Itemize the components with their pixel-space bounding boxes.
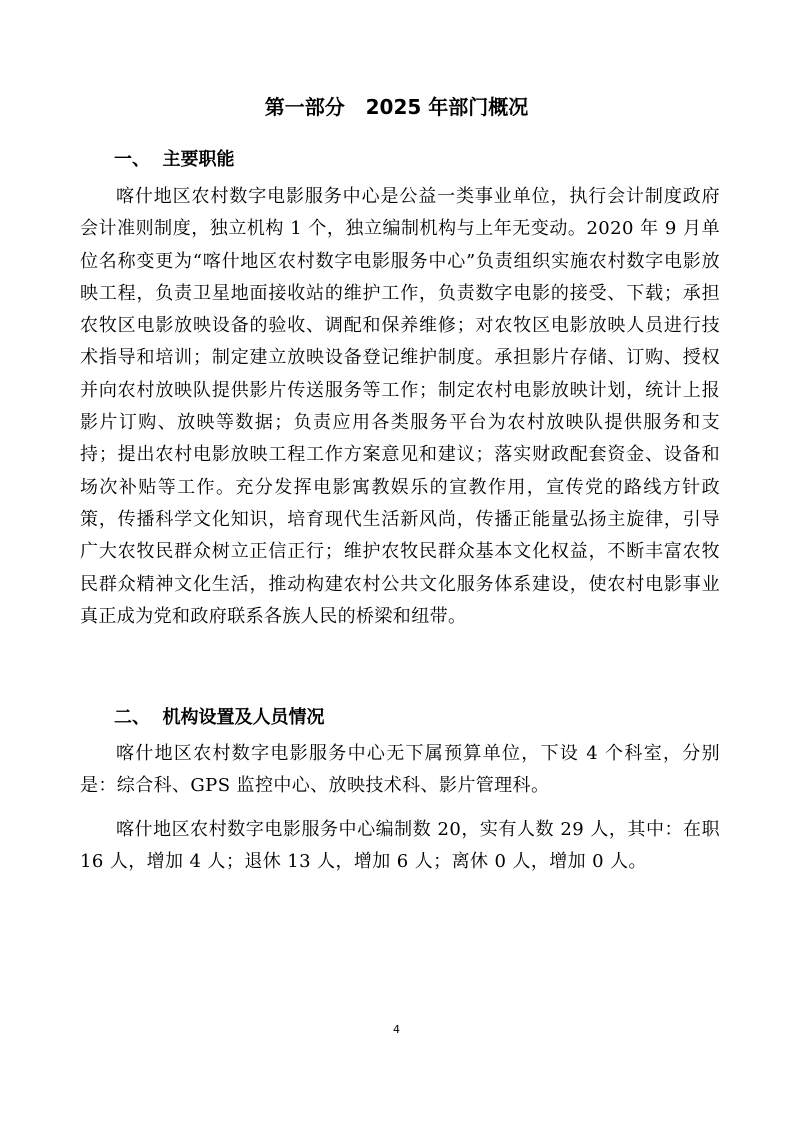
paragraph-main-functions: 喀什地区农村数字电影服务中心是公益一类事业单位，执行会计制度政府会计准则制度，独立机构 1 个，独立编制机构与上年无变动。2020 年 9 月单位名称变更为“喀什地区农村数字电影服务中心”负责组织实施农村数字电影放映工程，负责卫星地面接收站的维护工作，负责数字电影的接受、下载；承担农牧区电影放映设备的验收、调配和保养维修；对农牧区电影放映人员进行技术指导和培训；制定建立放映设备登记维护制度。承担影片存储、订购、授权并向农村放映队提供影片传送服务等工作；制定农村电影放映计划，统计上报影片订购、放映等数据；负责应用各类服务平台为农村放映队提供服务和支持；提出农村电影放映工程工作方案意见和建议；落实财政配套资金、设备和场次补贴等工作。充分发挥电影寓教娱乐的宣教作用，宣传党的路线方针政策，传播科学文化知识，培育现代生活新风尚，传播正能量弘扬主旋律，引导广大农牧民群众树立正信正行；维护农牧民群众基本文化权益，不断丰富农牧民群众精神文化生活，推动构建农村公共文化服务体系建设，使农村电影事业真正成为党和政府联系各族人民的桥梁和纽带。 (80, 186, 720, 627)
page-number: 4 (393, 1023, 400, 1036)
section-heading-organization: 二、 机构设置及人员情况 (114, 707, 325, 728)
section-heading-main-functions: 一、 主要职能 (114, 149, 235, 170)
page-title: 第一部分 2025 年部门概况 (264, 95, 529, 119)
paragraph-organization-departments: 喀什地区农村数字电影服务中心无下属预算单位，下设 4 个科室，分别是：综合科、GPS 监控中心、放映技术科、影片管理科。 (80, 743, 720, 797)
paragraph-organization-staff: 喀什地区农村数字电影服务中心编制数 20，实有人数 29 人，其中：在职 16 人，增加 4 人；退休 13 人，增加 6 人；离休 0 人，增加 0 人。 (80, 819, 720, 873)
